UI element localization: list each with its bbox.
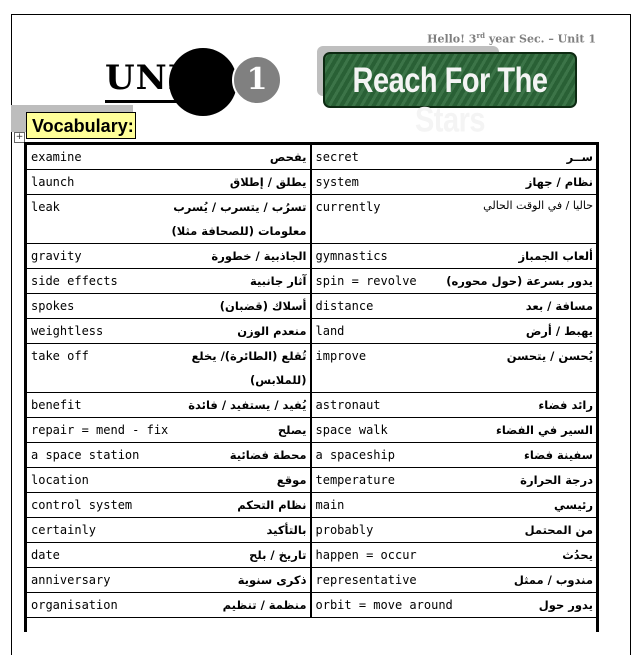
vocab-cell-right — [312, 393, 597, 417]
table-row — [27, 393, 596, 418]
vocab-cell-left — [27, 195, 312, 243]
english-term: side effects — [31, 274, 118, 288]
english-term: astronaut — [315, 398, 381, 412]
table-row — [27, 468, 596, 493]
english-term: currently — [315, 200, 381, 214]
english-term: take off — [31, 349, 89, 363]
vocab-cell-left — [27, 269, 312, 293]
english-term: weightless — [31, 324, 104, 338]
vocab-cell-right — [312, 244, 597, 268]
english-term: distance — [315, 299, 374, 313]
english-term: land — [315, 324, 345, 338]
arabic-translation: السير في الفضاء — [495, 423, 593, 437]
arabic-translation: درجة الحرارة — [520, 473, 593, 487]
table-row — [27, 493, 596, 518]
english-term: control system — [31, 498, 133, 512]
vocab-cell-left — [27, 145, 312, 169]
vocab-cell-left — [27, 393, 312, 417]
table-row — [27, 294, 596, 319]
arabic-translation: رائد فضاء — [538, 398, 593, 412]
unit-title-banner — [323, 52, 577, 140]
english-term: system — [315, 175, 359, 189]
english-term: improve — [315, 349, 367, 363]
arabic-translation: نظام التحكم — [237, 498, 307, 512]
table-row — [27, 145, 596, 170]
english-term: leak — [31, 200, 60, 214]
english-term: examine — [31, 150, 82, 164]
english-term: gymnastics — [315, 249, 388, 263]
english-term: certainly — [31, 523, 97, 537]
arabic-translation: يحدُث — [562, 548, 593, 562]
vocab-cell-right — [312, 493, 597, 517]
vocab-cell-left — [27, 468, 312, 492]
vocab-cell-right — [312, 195, 597, 243]
vocab-cell-right — [312, 568, 597, 592]
arabic-translation: مسافة / بعد — [525, 299, 593, 313]
arabic-translation: حاليا / في الوقت الحالي — [483, 199, 593, 212]
table-row — [27, 344, 596, 393]
english-term: location — [31, 473, 89, 487]
arabic-translation: يدور حول — [538, 598, 593, 612]
table-row — [27, 443, 596, 468]
vocabulary-table — [24, 142, 599, 632]
table-row — [27, 170, 596, 195]
english-term: main — [315, 498, 345, 512]
table-row — [27, 518, 596, 543]
unit-underline — [105, 100, 213, 103]
vocab-cell-right — [312, 344, 597, 392]
arabic-translation: ذكرى سنوية — [237, 573, 307, 587]
vocab-cell-right — [312, 319, 597, 343]
english-term: space walk — [315, 423, 388, 437]
table-row — [27, 418, 596, 443]
arabic-translation: سفينة فضاء — [523, 448, 593, 462]
arabic-translation: يُفيد / يستفيد / فائدة — [188, 398, 307, 412]
arabic-translation: منعدم الوزن — [237, 324, 307, 338]
unit-title: Reach For The Stars — [352, 62, 548, 140]
table-row — [27, 244, 596, 269]
vocab-cell-right — [312, 294, 597, 318]
arabic-translation: رئيسي — [554, 498, 593, 512]
english-term: date — [31, 548, 60, 562]
vocab-cell-left — [27, 568, 312, 592]
arabic-translation: تاريخ / بلح — [249, 548, 307, 562]
vocab-cell-left — [27, 344, 312, 392]
english-term: spin = revolve — [315, 274, 417, 288]
english-term: anniversary — [31, 573, 111, 587]
vocab-cell-left — [27, 543, 312, 567]
arabic-translation: يفحص — [269, 150, 307, 164]
english-term: repair = mend - fix — [31, 423, 169, 437]
arabic-translation: موقع — [276, 473, 307, 487]
vocab-cell-right — [312, 443, 597, 467]
vocab-cell-right — [312, 170, 597, 194]
table-row — [27, 593, 596, 618]
arabic-translation: يُحسن / يتحسن — [506, 349, 593, 363]
unit-logo — [105, 48, 291, 103]
vocabulary-heading: Vocabulary: — [26, 112, 136, 139]
english-term: organisation — [31, 598, 118, 612]
english-term: a spaceship — [315, 448, 395, 462]
arabic-translation: آثار جانبية — [250, 274, 307, 288]
arabic-translation: يصلح — [277, 423, 307, 437]
table-row — [27, 195, 596, 244]
arabic-translation: محطة فضائية — [229, 448, 307, 462]
arabic-translation: يطلق / إطلاق — [229, 175, 307, 189]
arabic-translation: ســر — [566, 150, 593, 164]
english-term: secret — [315, 150, 359, 164]
table-move-handle-icon[interactable]: + — [15, 132, 24, 142]
arabic-translation: تسرُب / يتسرب / يُسرب معلومات (للصحافة مثلا) — [171, 200, 307, 238]
english-term: gravity — [31, 249, 82, 263]
arabic-translation: الجاذبية / خطورة — [211, 249, 307, 263]
vocab-cell-left — [27, 493, 312, 517]
english-term: spokes — [31, 299, 75, 313]
english-term: representative — [315, 573, 417, 587]
english-term: probably — [315, 523, 374, 537]
arabic-translation: أسلاك (قضبان) — [219, 299, 307, 313]
english-term: happen = occur — [315, 548, 417, 562]
vocab-cell-right — [312, 543, 597, 567]
vocab-cell-left — [27, 294, 312, 318]
vocab-cell-left — [27, 518, 312, 542]
vocab-cell-left — [27, 170, 312, 194]
english-term: orbit = move around — [315, 598, 453, 612]
vocab-cell-left — [27, 593, 312, 617]
arabic-translation: ألعاب الجمباز — [518, 249, 593, 263]
header-note: Hello! 3rd year Sec. – Unit 1 — [427, 31, 596, 46]
table-row — [27, 543, 596, 568]
unit-word: UNIT — [105, 58, 211, 98]
unit-number: 1 — [232, 55, 282, 105]
table-row — [27, 568, 596, 593]
arabic-translation: منظمة / تنظيم — [222, 598, 307, 612]
vocab-cell-left — [27, 443, 312, 467]
english-term: benefit — [31, 398, 82, 412]
table-row — [27, 269, 596, 294]
vocab-cell-right — [312, 418, 597, 442]
arabic-translation: بالتأكيد — [266, 523, 307, 537]
arabic-translation: تُقلع (الطائرة)/ يخلع (للملابس) — [191, 349, 307, 387]
english-term: a space station — [31, 448, 140, 462]
vocab-cell-left — [27, 319, 312, 343]
vocab-cell-right — [312, 269, 597, 293]
vocab-cell-right — [312, 518, 597, 542]
table-row — [27, 319, 596, 344]
arabic-translation: يهبط / أرض — [525, 324, 593, 338]
english-term: launch — [31, 175, 75, 189]
english-term: temperature — [315, 473, 395, 487]
vocab-cell-right — [312, 468, 597, 492]
arabic-translation: نظام / جهاز — [525, 175, 593, 189]
vocab-cell-right — [312, 145, 597, 169]
vocab-cell-left — [27, 418, 312, 442]
vocab-cell-right — [312, 593, 597, 617]
arabic-translation: يدور بسرعة (حول محوره) — [446, 274, 593, 288]
arabic-translation: من المحتمل — [524, 523, 593, 537]
arabic-translation: مندوب / ممثل — [513, 573, 593, 587]
vocab-cell-left — [27, 244, 312, 268]
